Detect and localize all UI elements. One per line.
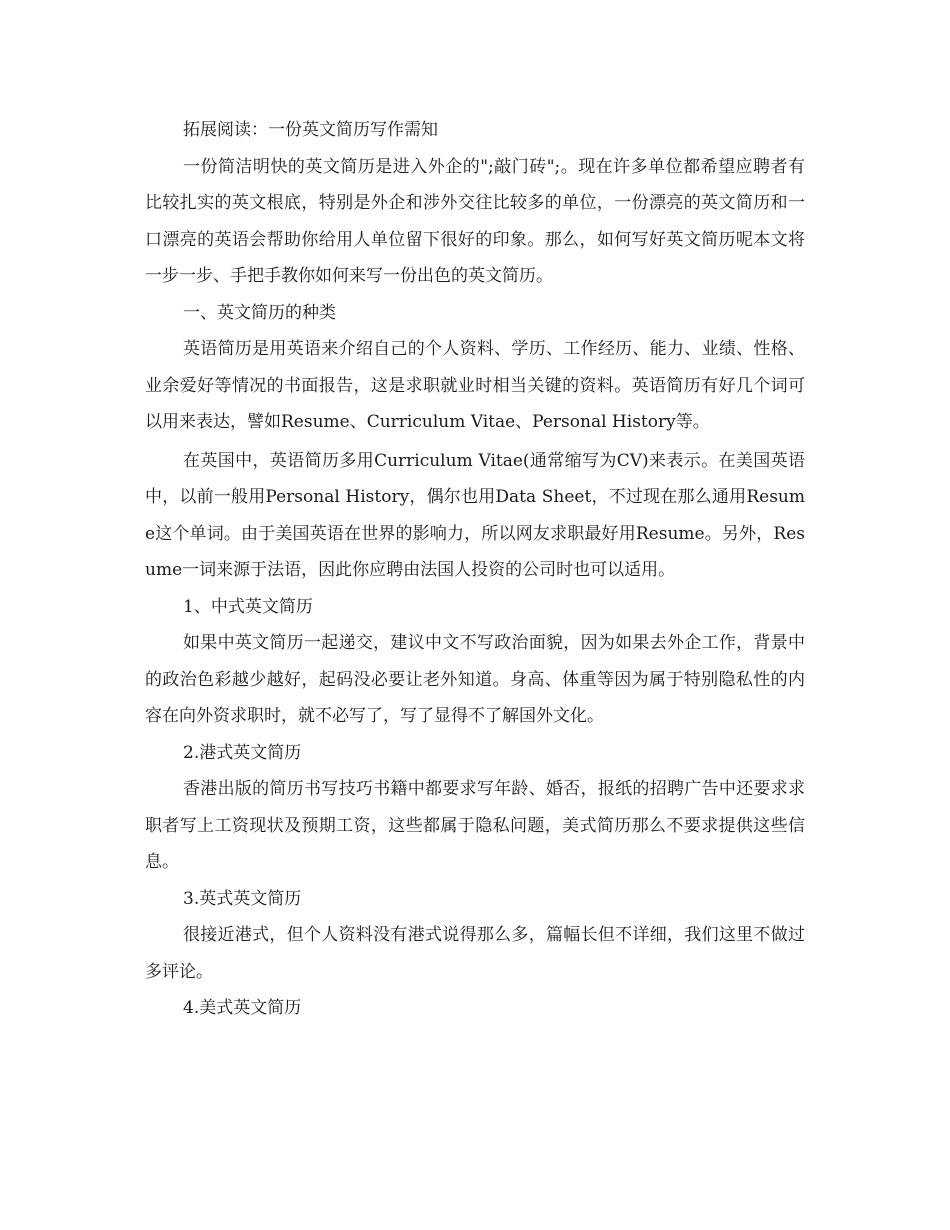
paragraph-intro: 一份简洁明快的英文简历是进入外企的";敲门砖";。现在许多单位都希望应聘者有比较扎实的英文根底，特别是外企和涉外交往比较多的单位，一份漂亮的英文简历和一口漂亮的英语会帮助你给用人单位留下很好的印象。那么，如何写好英文简历呢本文将一步一步、手把手教你如何来写一份出色的英文简历。	[145, 156, 805, 286]
heading-british-style: 3.英式英文简历	[183, 888, 302, 909]
heading-chinese-style: 1、中式英文简历	[183, 596, 313, 617]
heading-extended-reading: 拓展阅读：一份英文简历写作需知	[183, 120, 438, 140]
heading-american-style: 4.美式英文简历	[183, 998, 302, 1018]
heading-hongkong-style: 2.港式英文简历	[183, 742, 302, 763]
paragraph-hongkong-style: 香港出版的简历书写技巧书籍中都要求写年龄、婚否，报纸的招聘广告中还要求求职者写上工资现状及预期工资，这些都属于隐私问题，美式简历那么不要求提供这些信息。	[145, 779, 805, 872]
heading-resume-types: 一、英文简历的种类	[183, 302, 336, 323]
paragraph-uk-us-usage: 在英国中，英语简历多用Curriculum Vitae(通常缩写为CV)来表示。在美国英语中，以前一般用Personal History，偶尔也用Data Sheet，不过现在那么通用Resume这个单词。由于美国英语在世界的影响力，所以网友求职最好用Resume。另外，Resume一词来源于法语，因此你应聘由法国人投资的公司时也可以适用。	[145, 450, 805, 580]
paragraph-resume-definition: 英语简历是用英语来介绍自己的个人资料、学历、工作经历、能力、业绩、性格、业余爱好等情况的书面报告，这是求职就业时相当关键的资料。英语简历有好几个词可以用来表达，譬如Resume、Curriculum Vitae、Personal History等。	[145, 339, 805, 432]
paragraph-british-style: 很接近港式，但个人资料没有港式说得那么多，篇幅长但不详细，我们这里不做过多评论。	[145, 925, 805, 982]
document-body	[145, 112, 805, 1027]
paragraph-chinese-style: 如果中英文简历一起递交，建议中文不写政治面貌，因为如果去外企工作，背景中的政治色彩越少越好，起码没必要让老外知道。身高、体重等因为属于特别隐私性的内容在向外资求职时，就不必写了，写了显得不了解国外文化。	[145, 633, 805, 726]
